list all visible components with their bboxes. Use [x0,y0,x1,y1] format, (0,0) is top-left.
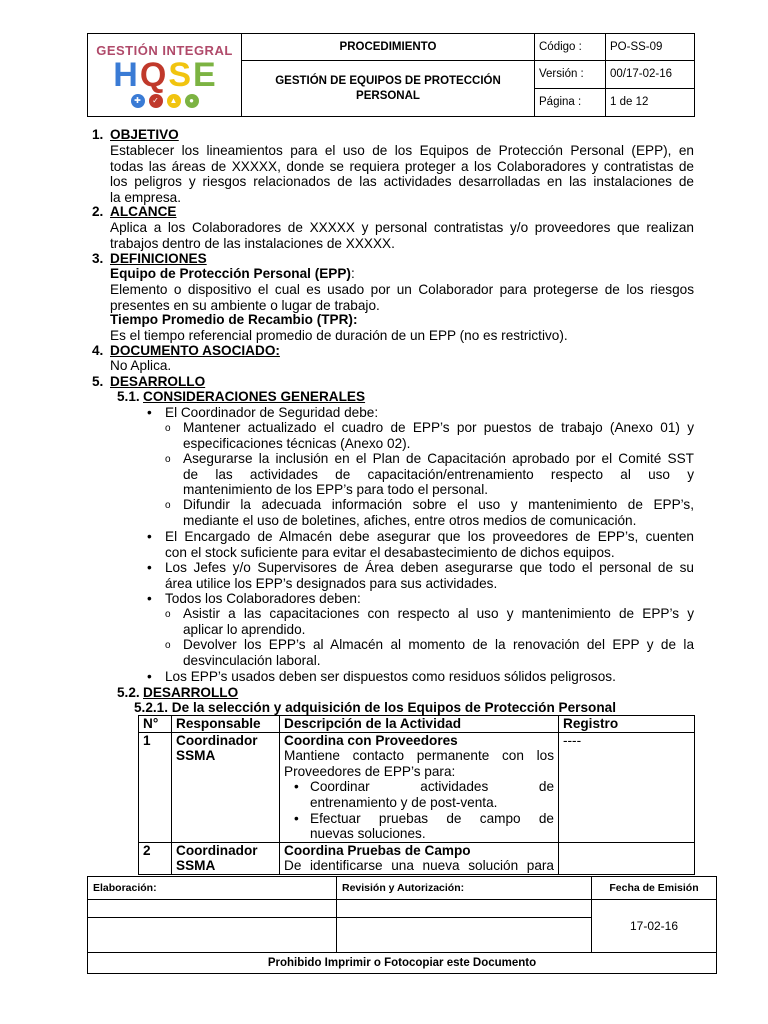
logo-letter-q: Q [139,55,167,94]
footer-fecha-value: 17-02-16 [592,900,717,953]
bullet-warehouse: El Encargado de Almacén debe asegurar que los proveedores de EPP’s, cuenten con el stock suficiente para evitar el desabastecimiento de dichos equipos. [165,529,694,560]
header-registro: Registro [559,716,695,733]
bullet-disposal: Los EPP’s usados deben ser dispuestos como residuos sólidos peligrosos. [165,669,616,684]
definition-epp-text: Elemento o dispositivo el cual es usado por un Colaborador para protegerse de los riesgos presentes en su ambiente o lugar de trabajo. [110,282,694,313]
definition-epp-term: Equipo de Protección Personal (EPP): [110,266,355,281]
page-label: Página : [535,88,606,116]
doc-title: GESTIÓN DE EQUIPOS DE PROTECCIÓN PERSONAL [242,61,535,117]
page-value: 1 de 12 [606,88,695,116]
logo-letters [92,55,237,94]
footer-fecha: Fecha de Emisión [592,877,717,900]
sub-bullet-5: Devolver los EPP’s al Almacén al momento de la renovación del EPP y de la desvinculación laboral. [183,637,694,668]
environment-icon: ● [185,94,199,108]
section-2-number: 2. [92,204,104,219]
code-value: PO-SS-09 [606,34,695,61]
table-row: 1 Coordinador SSMA Coordina con Proveedores Mantiene contacto permanente con los Proveedores de EPP’s para: • Coordinar actividades de entrenamiento y de post-venta. • Efectuar pruebas de campo de nuevas soluciones. ---- [139,732,695,842]
section-3-title: DEFINICIONES [110,251,207,266]
sub-bullet-icon: o [165,609,171,620]
version-label: Versión : [535,61,606,88]
code-label: Código : [535,34,606,61]
footer-revision: Revisión y Autorización: [337,877,592,900]
section-5-number: 5. [92,374,104,389]
definition-tpr-term: Tiempo Promedio de Recambio (TPR): [110,312,358,327]
section-3-number: 3. [92,251,104,266]
section-4-number: 4. [92,343,104,358]
bullet-icon: • [147,529,152,544]
version-value: 00/17-02-16 [606,61,695,88]
bullet-collaborators: Todos los Colaboradores deben: [165,591,361,606]
list-item: • Coordinar actividades de entrenamiento y de post-venta. [294,779,554,810]
header-responsable: Responsable [172,716,280,733]
logo-icons [92,94,237,108]
logo-letter-s: S [168,55,191,94]
header-descripcion: Descripción de la Actividad [280,716,559,733]
sub-bullet-icon: o [165,423,171,434]
activity-table [138,715,695,875]
section-1-title: OBJETIVO [110,127,179,142]
section-5-2-title: DESARROLLO [143,685,239,700]
sub-bullet-4: Asistir a las capacitaciones con respecto al uso y mantenimiento de EPP’s y aplicar lo aprendido. [183,606,694,637]
document-header [87,33,695,117]
bullet-supervisors: Los Jefes y/o Supervisores de Área deben asegurarse que todo el personal de su área utilice los EPP’s designados para sus actividades. [165,560,694,591]
table-row: 2 Coordinador SSMA Coordina Pruebas de Campo De identificarse una nueva solución para [139,842,695,874]
sub-bullet-3: Difundir la adecuada información sobre el uso y mantenimiento de EPP’s, mediante el uso de boletines, afiches, entre otros medios de comunicación. [183,497,694,528]
section-2-text: Aplica a los Colaboradores de XXXXX y personal contratistas y/o proveedores que realizan trabajos dentro de las instalaciones de XXXXX. [110,220,694,251]
logo-letter-e: E [193,55,216,94]
bullet-icon: • [147,591,152,606]
sub-bullet-2: Asegurarse la inclusión en el Plan de Capacitación aprobado por el Comité SST de las actividades de capacitación/entrenamiento respecto al uso y mantenimiento de los EPP’s para todo el personal. [183,451,694,498]
section-5-title: DESARROLLO [110,374,206,389]
bullet-icon: • [147,560,152,575]
sub-bullet-1: Mantener actualizado el cuadro de EPP’s por puestos de trabajo (Anexo 01) y especificaciones técnicas (Anexo 02). [183,420,694,451]
quality-icon: ✓ [149,94,163,108]
safety-icon: ▲ [167,94,181,108]
sub-bullet-icon: o [165,500,171,511]
section-5-1-number: 5.1. [117,389,140,404]
section-2-title: ALCANCE [110,204,177,219]
bullet-icon: • [147,669,152,684]
section-1-text: Establecer los lineamientos para el uso de los Equipos de Protección Personal (EPP), en todas las áreas de XXXXX, donde se requiera proteger a los Colaboradores y contratistas de los peligros y riesgos relacionados de las actividades desarrolladas en las instalaciones de la empresa. [110,143,694,205]
bullet-icon: • [147,405,152,420]
footer-elaboracion: Elaboración: [88,877,337,900]
footer-notice: Prohibido Imprimir o Fotocopiar este Documento [88,953,717,974]
section-5-1-title: CONSIDERACIONES GENERALES [143,389,366,404]
list-item: • Efectuar pruebas de campo de nuevas soluciones. [294,810,554,842]
logo [88,34,242,117]
table-header-row [139,716,695,733]
section-4-title: DOCUMENTO ASOCIADO: [110,343,280,358]
section-5-2-1-title: 5.2.1. De la selección y adquisición de los Equipos de Protección Personal [134,700,616,715]
doc-type: PROCEDIMIENTO [242,34,535,61]
definition-tpr-text: Es el tiempo referencial promedio de duración de un EPP (no es restrictivo). [110,328,568,343]
sub-bullet-icon: o [165,640,171,651]
document-footer [87,876,717,974]
bullet-coordinator: El Coordinador de Seguridad debe: [165,405,379,420]
header-num: N° [139,716,172,733]
health-icon: ✚ [131,94,145,108]
section-5-2-number: 5.2. [117,685,140,700]
sub-bullet-icon: o [165,454,171,465]
section-4-text: No Aplica. [110,358,172,373]
section-1-number: 1. [92,127,104,142]
logo-title: GESTIÓN INTEGRAL [96,42,233,58]
logo-letter-h: H [113,55,138,94]
